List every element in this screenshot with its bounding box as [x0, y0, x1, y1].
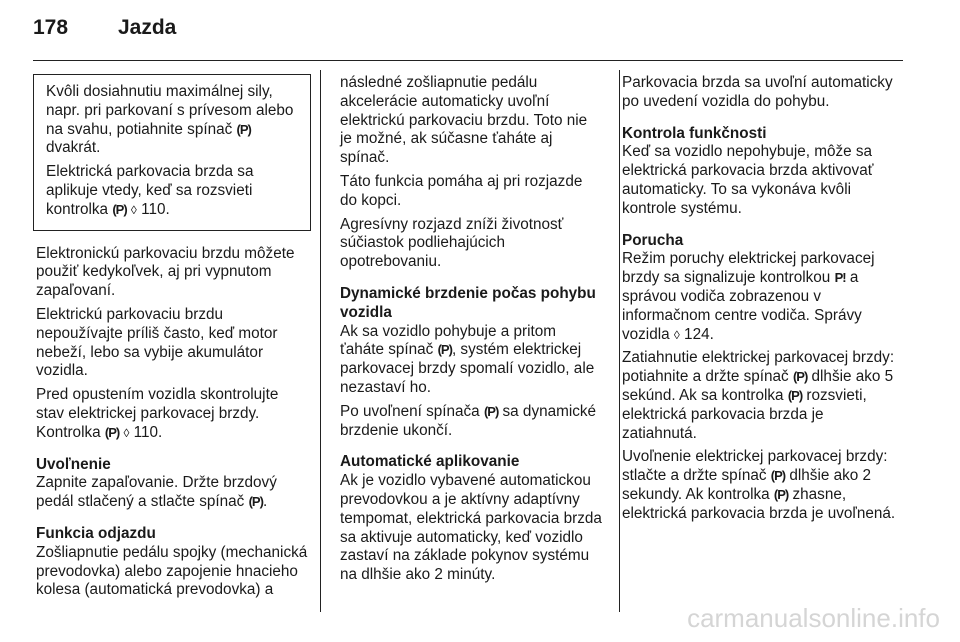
paragraph: následné zošliapnutie pedálu akcelerácie automaticky uvoľní elektrickú parkovaciu brzdu. Toto nie je možné, ak súčasne ťaháte aj spínač.	[340, 74, 588, 167]
note-paragraph-1: Kvôli dosiahnutiu maximálnej sily, napr. pri parkovaní s prívesom alebo na svahu, potiahnite spínač (P) dvakrát.	[46, 83, 294, 157]
section-heading-function-check: Kontrola funkčnosti	[622, 124, 767, 142]
parking-brake-icon: (P)	[770, 468, 786, 484]
parking-brake-icon: (P)	[104, 424, 120, 440]
column-1	[36, 68, 308, 605]
paragraph: Táto funkcia pomáha aj pri rozjazde do kopci.	[340, 172, 583, 209]
paragraph: Po uvoľnení spínača (P) sa dynamické brzdenie ukončí.	[340, 402, 597, 439]
paragraph: Elektronickú parkovaciu brzdu môžete použiť kedykoľvek, aj pri vypnutom zapaľovaní.	[36, 244, 295, 300]
parking-brake-icon: (P)	[792, 369, 808, 385]
column-divider-1	[320, 70, 321, 612]
section-heading-automatic-apply: Automatické aplikovanie	[340, 453, 520, 471]
note-box	[33, 74, 311, 231]
column-2	[340, 74, 602, 590]
page-title: Jazda	[118, 16, 177, 39]
paragraph: Zatiahnutie elektrickej parkovacej brzdy: potiahnite a držte spínač (P) dlhšie ako 5 sekúnd. Ak sa kontrolka (P) rozsvieti, elektrická parkovacia brzda je zatiahnutá.	[622, 349, 895, 442]
parking-brake-icon: (P)	[236, 121, 251, 137]
parking-brake-icon: (P)	[437, 342, 452, 358]
column-divider-2	[619, 70, 620, 612]
page-header	[33, 16, 176, 40]
paragraph: Agresívny rozjazd zníži životnosť súčiastok podliehajúcich opotrebovaniu.	[340, 215, 564, 271]
fault-warning-icon: P!	[834, 270, 846, 286]
section-heading-fault: Porucha	[622, 231, 684, 249]
paragraph: Uvoľnenie elektrickej parkovacej brzdy: stlačte a držte spínač (P) dlhšie ako 2 sekundy. Ak kontrolka (P) zhasne, elektrická parkovacia brzda je uvoľnená.	[622, 448, 896, 522]
section-heading-drive-away: Funkcia odjazdu	[36, 524, 156, 542]
paragraph: Režim poruchy elektrickej parkovacej brzdy sa signalizuje kontrolkou P! a správou vodiča zobrazenou v informačnom centre vodiča. Správy vozidla ◊ 124.	[622, 250, 875, 343]
paragraph: Zošliapnutie pedálu spojky (mechanická prevodovka) alebo zapojenie hnacieho kolesa (automatická prevodovka) a	[36, 543, 308, 599]
column-3	[622, 74, 902, 529]
header-divider	[33, 60, 903, 61]
parking-brake-icon: (P)	[112, 201, 127, 217]
paragraph: Parkovacia brzda sa uvoľní automaticky po uvedení vozidla do pohybu.	[622, 74, 893, 110]
parking-brake-icon: (P)	[483, 403, 499, 419]
page-reference-icon: ◊	[123, 425, 130, 440]
parking-brake-icon: (P)	[787, 387, 803, 403]
note-paragraph-2: Elektrická parkovacia brzda sa aplikuje vtedy, keď sa rozsvieti kontrolka (P) ◊ 110.	[46, 163, 254, 218]
section-heading-release: Uvoľnenie	[36, 455, 111, 473]
watermark: carmanualsonline.info	[687, 603, 940, 633]
paragraph: Keď sa vozidlo nepohybuje, môže sa elektrická parkovacia brzda aktivovať automaticky. To sa vykonáva kvôli kontrole systému.	[622, 143, 874, 217]
paragraph: Pred opustením vozidla skontrolujte stav elektrickej parkovacej brzdy. Kontrolka (P) ◊ 110.	[36, 386, 279, 441]
paragraph: Ak sa vozidlo pohybuje a pritom ťaháte spínač (P), systém elektrickej parkovacej brzdy spomalí vozidlo, ale nezastaví ho.	[340, 322, 595, 396]
paragraph: Zapnite zapaľovanie. Držte brzdový pedál stlačený a stlačte spínač (P).	[36, 474, 277, 511]
parking-brake-icon: (P)	[773, 486, 789, 502]
section-heading-dynamic-braking: Dynamické brzdenie počas pohybu vozidla	[340, 284, 596, 321]
page-reference-icon: ◊	[130, 202, 137, 217]
page-number: 178	[33, 16, 69, 39]
paragraph: Elektrickú parkovaciu brzdu nepoužívajte príliš často, keď motor nebeží, lebo sa vybije akumulátor vozidla.	[36, 305, 278, 380]
paragraph: Ak je vozidlo vybavené automatickou prevodovkou a je aktívny adaptívny tempomat, elektrická parkovacia brzda sa aktivuje automaticky, keď vozidlo zastaví na základe pokynov systému na dlhšie ako 2 minúty.	[340, 472, 602, 584]
parking-brake-icon: (P)	[248, 494, 263, 510]
page-reference-icon: ◊	[673, 327, 680, 342]
